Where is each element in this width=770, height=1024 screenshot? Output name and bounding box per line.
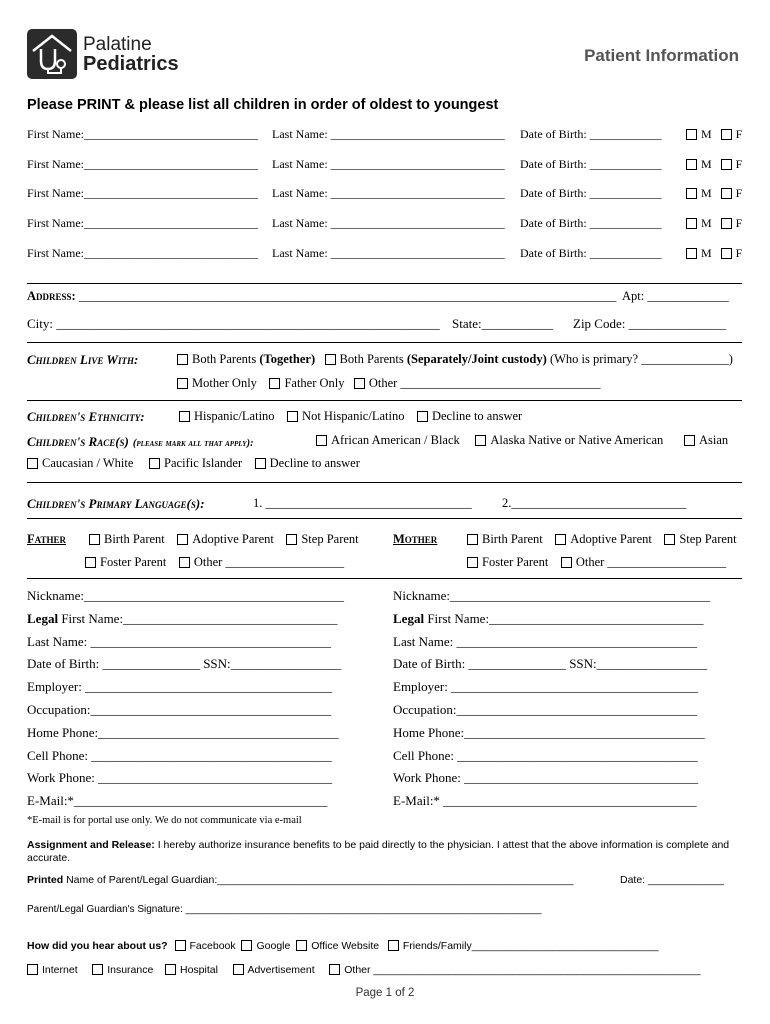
mother-birth-checkbox[interactable] — [467, 534, 478, 545]
female-checkbox[interactable] — [721, 159, 732, 170]
mother-nickname-field[interactable]: Nickname:________________________________________ — [393, 588, 711, 603]
city-field[interactable]: City: ___________________________________________________________ — [27, 316, 440, 331]
race-label: Children's Race(s) — [27, 434, 129, 449]
mother-only-checkbox[interactable] — [177, 378, 188, 389]
mother-occupation-field[interactable]: Occupation:_____________________________________ — [393, 702, 698, 717]
female-checkbox[interactable] — [721, 129, 732, 140]
form-title: Patient Information — [584, 46, 739, 65]
father-only-checkbox[interactable] — [269, 378, 280, 389]
race-options-line2: Caucasian / White Pacific Islander Decline to answer — [27, 456, 360, 471]
father-cell-phone-field[interactable]: Cell Phone: _____________________________________ — [27, 747, 332, 763]
child-sex-options: M F — [686, 216, 742, 231]
race-asian-option: Asian — [684, 433, 728, 448]
live-other-checkbox[interactable] — [354, 378, 365, 389]
mother-home-phone-field[interactable]: Home Phone:_____________________________________ — [393, 724, 705, 740]
divider — [27, 518, 742, 519]
father-home-phone-field[interactable]: Home Phone:_____________________________________ — [27, 724, 339, 740]
child-first-name-field[interactable]: First Name:_____________________________ — [27, 246, 258, 260]
child-dob-field[interactable]: Date of Birth: ____________ — [520, 157, 662, 171]
mother-foster-checkbox[interactable] — [467, 557, 478, 568]
both-separately-checkbox[interactable] — [325, 354, 336, 365]
ethnicity-label: Children's Ethnicity: — [27, 409, 145, 424]
child-last-name-field[interactable]: Last Name: _____________________________ — [272, 127, 505, 141]
live-with-options-line1: Both Parents (Together) Both Parents (Separately/Joint custody) (Who is primary? ______________) — [177, 352, 733, 367]
divider — [27, 578, 742, 579]
language-2-field[interactable]: 2.____________________________ — [502, 496, 687, 510]
internet-checkbox[interactable] — [27, 964, 38, 975]
mother-type-line2: Foster Parent Other ___________________ — [467, 555, 726, 570]
father-last-name-field[interactable]: Last Name: _____________________________________ — [27, 633, 332, 649]
hear-other-checkbox[interactable] — [329, 964, 340, 975]
race-decline-checkbox[interactable] — [255, 458, 266, 469]
assignment-label: Assignment and Release: — [27, 839, 155, 851]
ethnicity-decline-checkbox[interactable] — [417, 411, 428, 422]
child-dob-field[interactable]: Date of Birth: ____________ — [520, 127, 662, 141]
child-last-name-field[interactable]: Last Name: _____________________________ — [272, 157, 505, 171]
mother-dob-ssn-field[interactable]: Date of Birth: _______________ SSN:_________________ — [393, 656, 708, 672]
female-checkbox[interactable] — [721, 188, 732, 199]
african-american-checkbox[interactable] — [316, 435, 327, 446]
hear-label: How did you hear about us? — [27, 940, 168, 952]
mother-email-field[interactable]: E-Mail:* _______________________________________ — [393, 793, 697, 809]
mother-step-checkbox[interactable] — [664, 534, 675, 545]
child-last-name-field[interactable]: Last Name: _____________________________ — [272, 216, 505, 230]
google-checkbox[interactable] — [241, 940, 252, 951]
father-type-line2: Foster Parent Other ___________________ — [85, 555, 344, 570]
father-step-checkbox[interactable] — [286, 534, 297, 545]
child-dob-field[interactable]: Date of Birth: ____________ — [520, 186, 662, 200]
advertisement-checkbox[interactable] — [233, 964, 244, 975]
child-first-name-field[interactable]: First Name:_____________________________ — [27, 216, 258, 230]
child-last-name-field[interactable]: Last Name: _____________________________ — [272, 186, 505, 200]
child-dob-field[interactable]: Date of Birth: ____________ — [520, 216, 662, 230]
both-together-checkbox[interactable] — [177, 354, 188, 365]
hospital-checkbox[interactable] — [165, 964, 176, 975]
mother-type-line1: Birth Parent Adoptive Parent Step Parent — [467, 532, 737, 547]
father-email-field[interactable]: E-Mail:*_______________________________________ — [27, 793, 328, 809]
hispanic-checkbox[interactable] — [179, 411, 190, 422]
office-website-checkbox[interactable] — [296, 940, 307, 951]
page-number: Page 1 of 2 — [355, 987, 415, 999]
language-label: Children's Primary Language(s): — [27, 496, 205, 511]
divider — [27, 283, 742, 284]
divider — [27, 482, 742, 483]
father-occupation-field[interactable]: Occupation:_____________________________________ — [27, 702, 332, 717]
father-label: Father — [27, 532, 66, 546]
female-checkbox[interactable] — [721, 248, 732, 259]
female-checkbox[interactable] — [721, 218, 732, 229]
printed-date-field[interactable]: Date: _____________ — [620, 874, 724, 886]
primary-field[interactable]: (Who is primary? ______________) — [549, 352, 733, 366]
child-first-name-field[interactable]: First Name:_____________________________ — [27, 157, 258, 171]
child-first-name-field[interactable]: First Name:_____________________________ — [27, 127, 258, 141]
hear-line2: Internet Insurance Hospital Advertisement Other ________________________________________________________ — [27, 964, 700, 976]
child-sex-options: M F — [686, 246, 742, 261]
divider — [27, 400, 742, 401]
father-employer-field[interactable]: Employer: ______________________________________ — [27, 679, 333, 695]
ethnicity-options: Hispanic/Latino Not Hispanic/Latino Decline to answer — [179, 409, 522, 424]
not-hispanic-checkbox[interactable] — [287, 411, 298, 422]
signature-field[interactable]: Parent/Legal Guardian's Signature: ________________________________________________________________ — [27, 904, 542, 915]
live-with-options-line2: Mother Only Father Only Other ________________________________ — [177, 376, 600, 391]
father-legal-first-name-field[interactable]: Legal First Name:_________________________________ — [27, 610, 338, 626]
child-sex-options: M F — [686, 186, 742, 201]
male-checkbox[interactable] — [686, 218, 697, 229]
father-birth-checkbox[interactable] — [89, 534, 100, 545]
mother-cell-phone-field[interactable]: Cell Phone: _____________________________________ — [393, 747, 698, 763]
email-note: *E-mail is for portal use only. We do not communicate via e-mail — [27, 815, 302, 826]
child-sex-options: M F — [686, 157, 742, 172]
race-note: (please mark all that apply): — [132, 438, 254, 449]
male-checkbox[interactable] — [686, 129, 697, 140]
address-field[interactable]: ______________________________________________________________________________________ — [78, 289, 617, 303]
father-foster-checkbox[interactable] — [85, 557, 96, 568]
child-first-name-field[interactable]: First Name:_____________________________ — [27, 186, 258, 200]
address-label: Address: — [27, 289, 76, 303]
hear-line1: How did you hear about us? Facebook Google Office Website Friends/Family________________________________ — [27, 940, 659, 952]
printed-name-field[interactable]: Printed Name of Parent/Legal Guardian:_____________________________________________________________ — [27, 874, 574, 886]
logo-line2: Pediatrics — [83, 53, 179, 75]
logo-line1: Palatine — [83, 34, 152, 55]
father-other-checkbox[interactable] — [179, 557, 190, 568]
father-dob-ssn-field[interactable]: Date of Birth: _______________ SSN:_________________ — [27, 656, 342, 672]
mother-last-name-field[interactable]: Last Name: _____________________________________ — [393, 633, 698, 649]
male-checkbox[interactable] — [686, 159, 697, 170]
zip-field[interactable]: Zip Code: _______________ — [573, 316, 727, 331]
live-with-label: Children Live With: — [27, 352, 139, 367]
divider — [27, 342, 742, 343]
child-last-name-field[interactable]: Last Name: _____________________________ — [272, 246, 505, 260]
male-checkbox[interactable] — [686, 248, 697, 259]
pacific-islander-checkbox[interactable] — [149, 458, 160, 469]
logo-mark — [27, 29, 77, 79]
father-adoptive-checkbox[interactable] — [177, 534, 188, 545]
stethoscope-house-icon — [27, 29, 77, 79]
father-work-phone-field[interactable]: Work Phone: ____________________________________ — [27, 770, 333, 786]
mother-work-phone-field[interactable]: Work Phone: ____________________________________ — [393, 770, 699, 786]
state-field[interactable]: State:___________ — [452, 316, 554, 331]
asian-checkbox[interactable] — [684, 435, 695, 446]
assignment-text: Assignment and Release: I hereby authorize insurance benefits to be paid directly to the physician. I attest that the above information is complete and accurate. — [27, 839, 730, 864]
address-row — [27, 289, 616, 304]
father-nickname-field[interactable]: Nickname:________________________________________ — [27, 588, 345, 603]
mother-label: Mother — [393, 532, 438, 546]
insurance-checkbox[interactable] — [92, 964, 103, 975]
alaska-native-checkbox[interactable] — [475, 435, 486, 446]
facebook-checkbox[interactable] — [175, 940, 186, 951]
friends-family-checkbox[interactable] — [388, 940, 399, 951]
children-heading: Please PRINT & please list all children in order of oldest to youngest — [27, 97, 499, 113]
caucasian-checkbox[interactable] — [27, 458, 38, 469]
apt-field[interactable]: Apt: _____________ — [622, 289, 729, 303]
mother-adoptive-checkbox[interactable] — [555, 534, 566, 545]
child-sex-options: M F — [686, 127, 742, 142]
mother-employer-field[interactable]: Employer: ______________________________________ — [393, 679, 699, 695]
father-type-line1: Birth Parent Adoptive Parent Step Parent — [89, 532, 359, 547]
race-label-group — [27, 433, 254, 451]
race-options-line1: African American / Black Alaska Native or Native American — [316, 433, 663, 448]
mother-other-checkbox[interactable] — [561, 557, 572, 568]
language-1-field[interactable]: 1. _________________________________ — [253, 496, 472, 510]
male-checkbox[interactable] — [686, 188, 697, 199]
child-dob-field[interactable]: Date of Birth: ____________ — [520, 246, 662, 260]
mother-legal-first-name-field[interactable]: Legal First Name:_________________________________ — [393, 610, 704, 626]
